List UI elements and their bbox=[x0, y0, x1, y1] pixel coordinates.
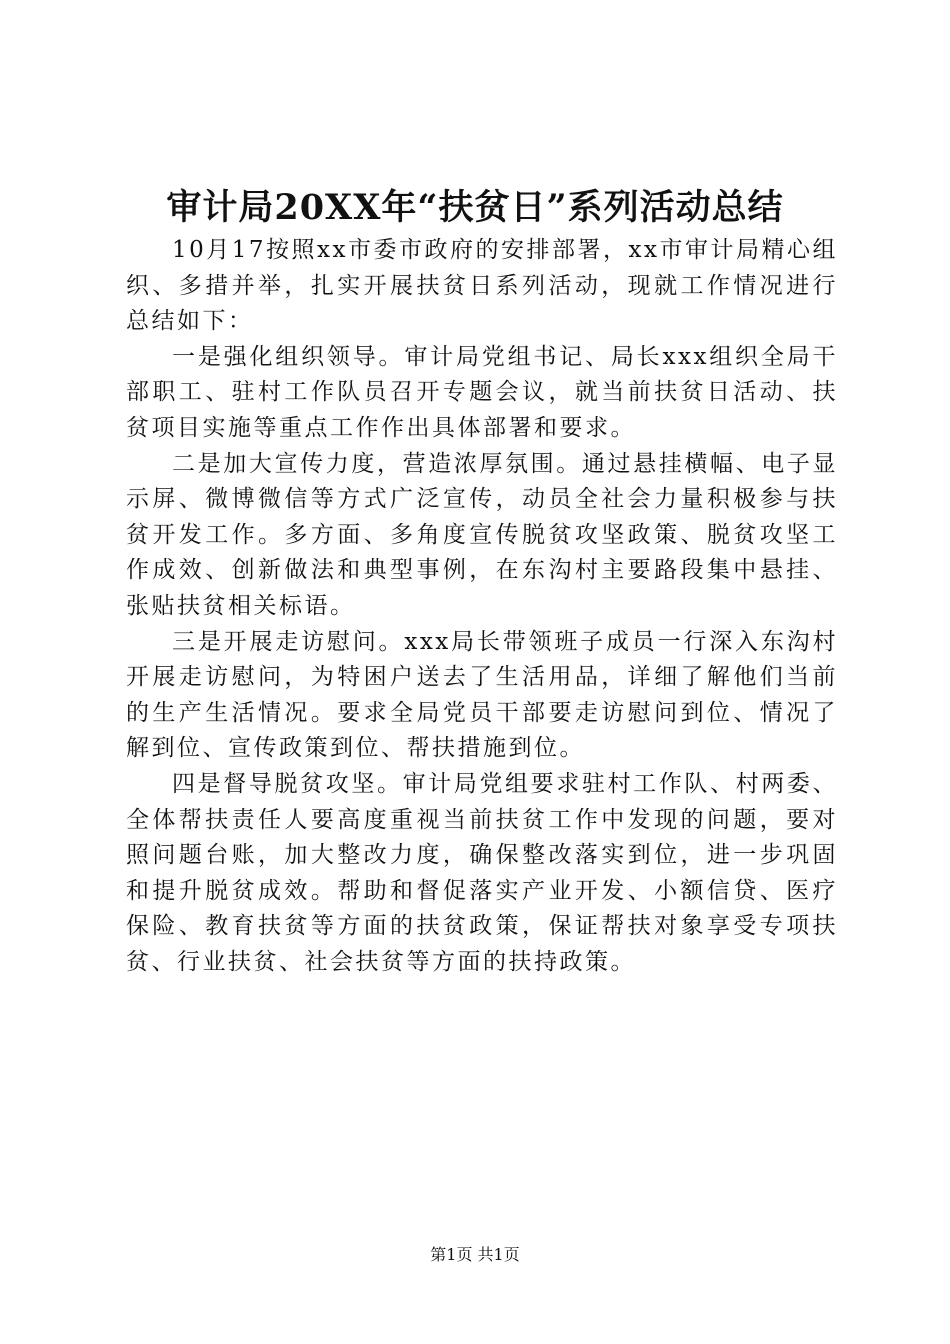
page-footer: 第1页 共1页 bbox=[430, 1245, 520, 1264]
paragraph-organization: 一是强化组织领导。审计局党组书记、局长xxx组织全局干部职工、驻村工作队员召开专题会议，就当前扶贫日活动、扶贫项目实施等重点工作作出具体部署和要求。 bbox=[126, 343, 838, 441]
document-body bbox=[126, 233, 838, 980]
paragraph-publicity: 二是加大宣传力度，营造浓厚氛围。通过悬挂横幅、电子显示屏、微博微信等方式广泛宣传，动员全社会力量积极参与扶贫开发工作。多方面、多角度宣传脱贫攻坚政策、脱贫攻坚工作成效、创新做法和典型事例，在东沟村主要路段集中悬挂、张贴扶贫相关标语。 bbox=[126, 450, 838, 619]
paragraph-supervision: 四是督导脱贫攻坚。审计局党组要求驻村工作队、村两委、全体帮扶责任人要高度重视当前扶贫工作中发现的问题，要对照问题台账，加大整改力度，确保整改落实到位，进一步巩固和提升脱贫成效。帮助和督促落实产业开发、小额信贷、医疗保险、教育扶贫等方面的扶贫政策，保证帮扶对象享受专项扶贫、行业扶贫、社会扶贫等方面的扶持政策。 bbox=[126, 770, 838, 975]
document-title: 审计局20XX年“扶贫日”系列活动总结 bbox=[166, 187, 784, 228]
paragraph-visits: 三是开展走访慰问。xxx局长带领班子成员一行深入东沟村开展走访慰问，为特困户送去了生活用品，详细了解他们当前的生产生活情况。要求全局党员干部要走访慰问到位、情况了解到位、宣传政策到位、帮扶措施到位。 bbox=[126, 628, 838, 762]
paragraph-intro: 10月17按照xx市委市政府的安排部署，xx市审计局精心组织、多措并举，扎实开展扶贫日系列活动，现就工作情况进行总结如下： bbox=[126, 237, 838, 335]
